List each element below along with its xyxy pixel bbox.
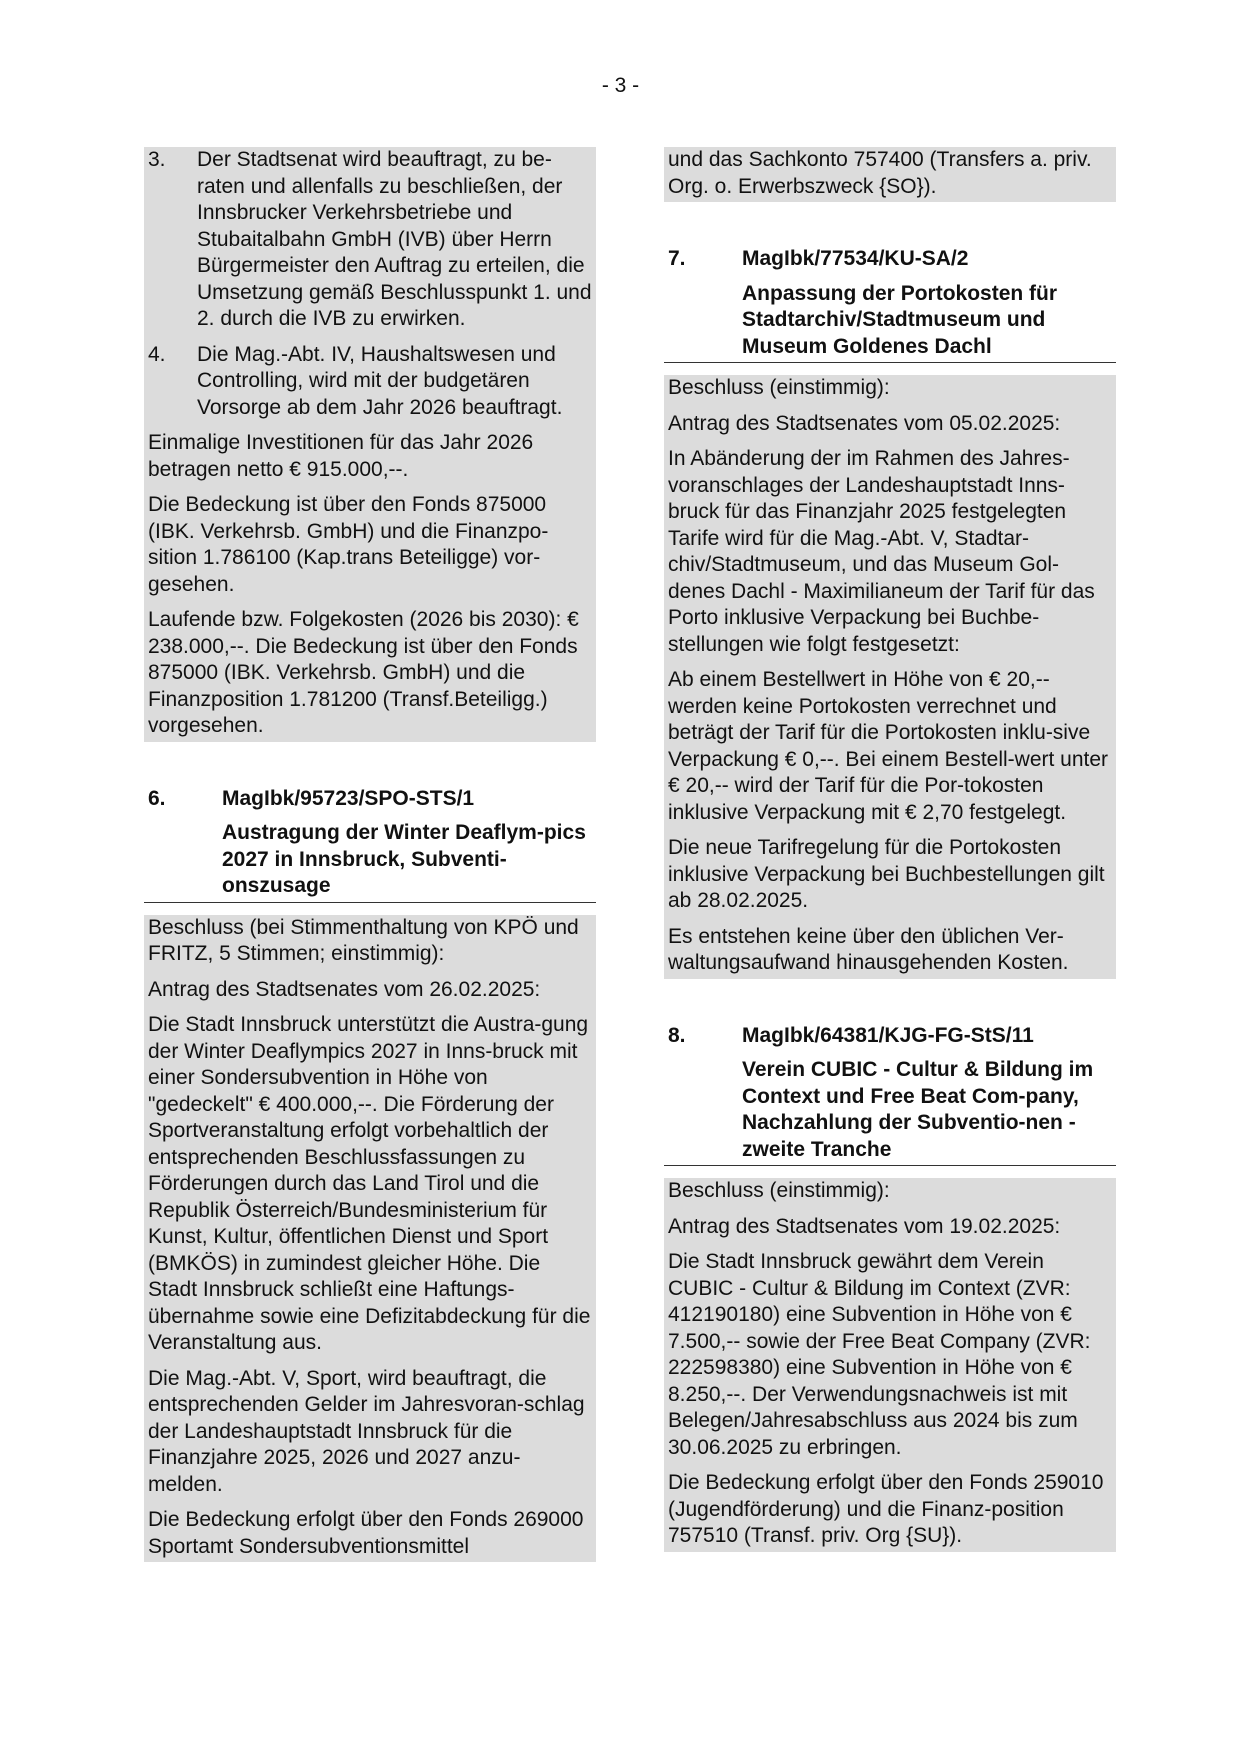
agenda-item-8 <box>664 1023 1116 1552</box>
agenda-item-code: MagIbk/64381/KJG-FG-StS/11 <box>742 1023 1034 1047</box>
list-item-text: Die Mag.-Abt. IV, Haushaltswesen und Controlling, wird mit der budgetären Vorsorge ab dem Jahr 2026 beauftragt. <box>197 342 563 419</box>
paragraph: Die Bedeckung erfolgt über den Fonds 259010 (Jugendförderung) und die Finanz-position 757510 (Transf. priv. Org {SU}). <box>664 1470 1116 1552</box>
list-item <box>144 147 596 342</box>
divider <box>144 902 596 903</box>
paragraph: Einmalige Investitionen für das Jahr 2026 betragen netto € 915.000,--. <box>144 430 596 492</box>
paragraph: Beschluss (bei Stimmenthaltung von KPÖ und FRITZ, 5 Stimmen; einstimmig): <box>144 915 596 977</box>
paragraph: Laufende bzw. Folgekosten (2026 bis 2030): € 238.000,--. Die Bedeckung ist über den Fonds 875000 (IBK. Verkehrsb. GmbH) und die Finanzposition 1.781200 (Transf.Beteiligg.) vorgesehen. <box>144 607 596 742</box>
paragraph: Beschluss (einstimmig): <box>664 1178 1116 1214</box>
agenda-item-title: Verein CUBIC - Cultur & Bildung im Context und Free Beat Com-pany, Nachzahlung der Subventio-nen - zweite Tranche <box>742 1058 1094 1161</box>
paragraph: Beschluss (einstimmig): <box>664 375 1116 411</box>
agenda-item-title: Austragung der Winter Deaflym-pics 2027 in Innsbruck, Subventi-onszusage <box>222 821 586 897</box>
list-item-number: 3. <box>148 148 166 171</box>
paragraph: In Abänderung der im Rahmen des Jahres-voranschlages der Landeshauptstadt Inns-bruck für das Finanzjahr 2025 festgelegten Tarife wird für die Mag.-Abt. V, Stadtar-chiv/Stadtmuseum, und das Museum Gol-denes Dachl - Maximilianeum der Tarif für das Porto inklusive Verpackung bei Buchbe-stellungen wie folgt festgesetzt: <box>664 446 1116 667</box>
agenda-item-7 <box>664 246 1116 979</box>
paragraph: Ab einem Bestellwert in Höhe von € 20,-- werden keine Portokosten verrechnet und beträgt der Tarif für die Portokosten inklu-sive Verpackung € 0,--. Bei einem Bestell-wert unter € 20,-- wird der Tarif für die Por-tokosten inklusive Verpackung mit € 2,70 festgelegt. <box>664 667 1116 835</box>
agenda-item-number: 7. <box>668 247 686 270</box>
agenda-item-header <box>664 246 1116 273</box>
agenda-item-number: 8. <box>668 1023 686 1047</box>
paragraph: Antrag des Stadtsenates vom 19.02.2025: <box>664 1214 1116 1250</box>
agenda-item-6 <box>144 786 596 1563</box>
paragraph: Antrag des Stadtsenates vom 26.02.2025: <box>144 977 596 1013</box>
agenda-item-code: MagIbk/77534/KU-SA/2 <box>742 247 969 270</box>
page-number: - 3 - <box>601 74 640 97</box>
paragraph: Die Mag.-Abt. V, Sport, wird beauftragt, die entsprechenden Gelder im Jahresvoran-schlag der Landeshauptstadt Innsbruck für die Finanzjahre 2025, 2026 und 2027 anzu-melden. <box>144 1366 596 1508</box>
agenda-item-title: Anpassung der Portokosten für Stadtarchiv/Stadtmuseum und Museum Goldenes Dachl <box>742 281 1058 358</box>
paragraph: und das Sachkonto 757400 (Transfers a. priv. Org. o. Erwerbszweck {SO}). <box>664 147 1116 202</box>
list-item-number: 4. <box>148 342 166 366</box>
divider <box>664 1165 1116 1166</box>
agenda-item-header <box>664 1023 1116 1050</box>
paragraph: Die Stadt Innsbruck unterstützt die Austra-gung der Winter Deaflympics 2027 in Inns-bruck mit einer Sondersubvention in Höhe von "gedeckelt" € 400.000,--. Die Förderung der Sportveranstaltung erfolgt vorbehaltlich der entsprechenden Beschlussfassungen zu Förderungen durch das Land Tirol und die Republik Österreich/Bundesministerium für Kunst, Kultur, öffentlichen Dienst und Sport (BMKÖS) in zumindest gleicher Höhe. Die Stadt Innsbruck schließt eine Haftungs-übernahme sowie eine Defizitabdeckung für die Veranstaltung aus. <box>144 1012 596 1366</box>
right-column <box>664 147 1116 1552</box>
list-item <box>144 342 596 431</box>
list-item-text: Der Stadtsenat wird beauftragt, zu be-raten und allenfalls zu beschließen, der Innsbrucker Verkehrsbetriebe und Stubaitalbahn GmbH (IVB) über Herrn Bürgermeister den Auftrag zu erteilen, die Umsetzung gemäß Beschlusspunkt 1. und 2. durch die IVB zu erwirken. <box>197 148 592 330</box>
paragraph: Antrag des Stadtsenates vom 05.02.2025: <box>664 411 1116 447</box>
paragraph: Die Bedeckung erfolgt über den Fonds 269000 Sportamt Sondersubventionsmittel <box>144 1507 596 1562</box>
divider <box>664 362 1116 363</box>
agenda-item-number: 6. <box>148 786 166 810</box>
paragraph: Es entstehen keine über den üblichen Ver-waltungsaufwand hinausgehenden Kosten. <box>664 924 1116 979</box>
paragraph: Die neue Tarifregelung für die Portokosten inklusive Verpackung bei Buchbestellungen gilt ab 28.02.2025. <box>664 835 1116 924</box>
paragraph: Die Stadt Innsbruck gewährt dem Verein CUBIC - Cultur & Bildung im Context (ZVR: 412190180) eine Subvention in Höhe von € 7.500,-- sowie der Free Beat Company (ZVR: 222598380) eine Subvention in Höhe von € 8.250,--. Der Verwendungsnachweis ist mit Belegen/Jahresabschluss aus 2024 bis zum 30.06.2025 zu erbringen. <box>664 1249 1116 1470</box>
left-column <box>144 147 596 1562</box>
paragraph: Die Bedeckung ist über den Fonds 875000 (IBK. Verkehrsb. GmbH) und die Finanzpo-sition 1.786100 (Kap.trans Beteiligge) vor-gesehen. <box>144 492 596 607</box>
agenda-item-header <box>144 786 596 813</box>
agenda-item-code: MagIbk/95723/SPO-STS/1 <box>222 786 475 810</box>
